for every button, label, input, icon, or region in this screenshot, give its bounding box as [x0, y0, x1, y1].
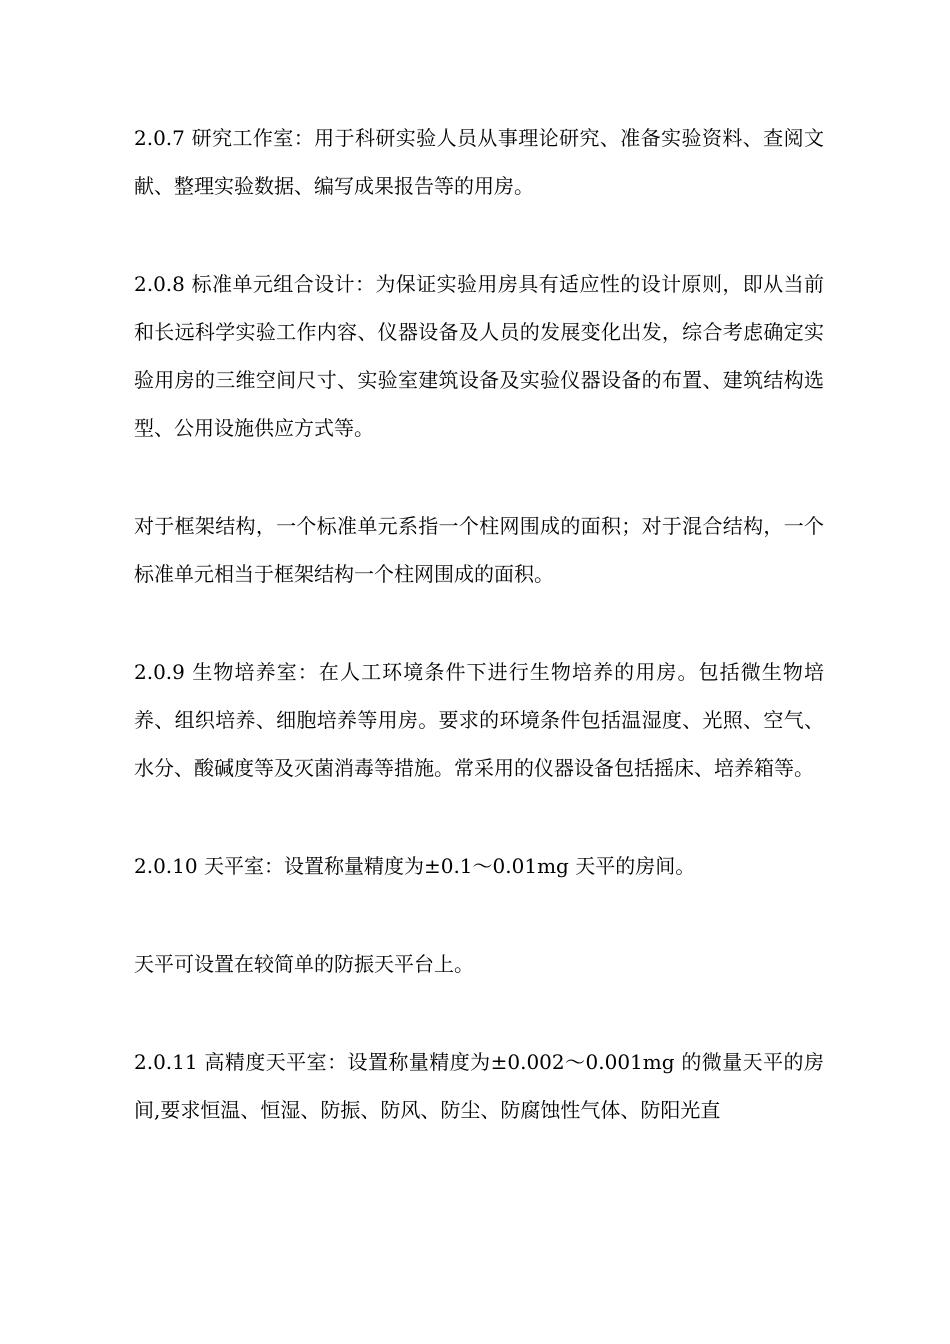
- paragraph-2-0-8: 2.0.8 标准单元组合设计：为保证实验用房具有适应性的设计原则，即从当前和长远科学实验工作内容、仪器设备及人员的发展变化出发，综合考虑确定实验用房的三维空间尺寸、实验室建筑设备及实验仪器设备的布置、建筑结构选型、公用设施供应方式等。: [134, 272, 824, 440]
- paragraph-2-0-7: 2.0.7 研究工作室：用于科研实验人员从事理论研究、准备实验资料、查阅文献、整理实验数据、编写成果报告等的用房。: [134, 126, 824, 198]
- paragraph-2-0-11: 2.0.11 高精度天平室：设置称量精度为±0.002～0.001mg 的微量天平的房间,要求恒温、恒湿、防振、防风、防尘、防腐蚀性气体、防阳光直: [134, 1050, 824, 1122]
- paragraph-balance-note: 天平可设置在较简单的防振天平台上。: [134, 952, 474, 976]
- paragraph-2-0-9: 2.0.9 生物培养室：在人工环境条件下进行生物培养的用房。包括微生物培养、组织培养、细胞培养等用房。要求的环境条件包括温湿度、光照、空气、水分、酸碱度等及灭菌消毒等措施。常采用的仪器设备包括摇床、培养箱等。: [134, 660, 824, 780]
- paragraph-frame-structure-note: 对于框架结构，一个标准单元系指一个柱网围成的面积；对于混合结构，一个标准单元相当于框架结构一个柱网围成的面积。: [134, 514, 824, 586]
- paragraph-2-0-10: 2.0.10 天平室：设置称量精度为±0.1～0.01mg 天平的房间。: [134, 854, 696, 878]
- document-body: [134, 114, 824, 1134]
